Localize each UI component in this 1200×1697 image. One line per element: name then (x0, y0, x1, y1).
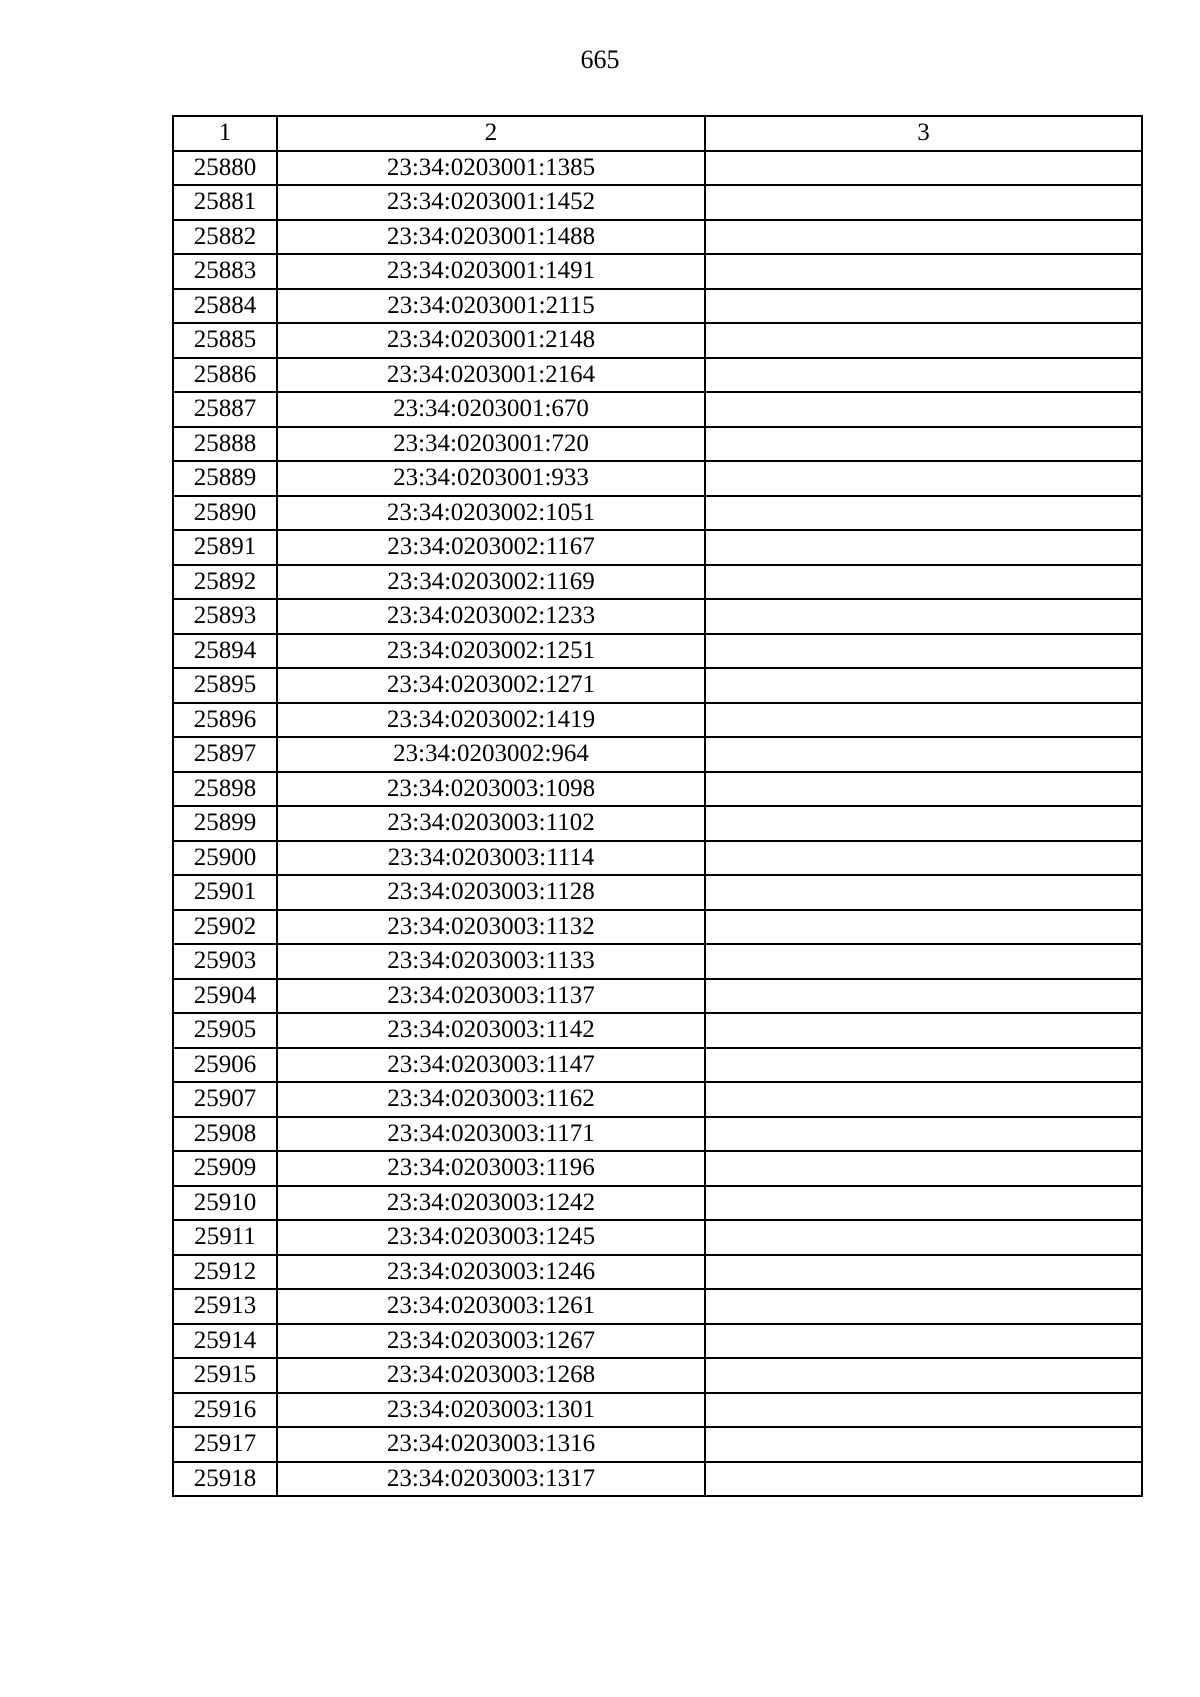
row-number-cell: 25912 (173, 1255, 277, 1290)
cadastral-number-cell: 23:34:0203003:1114 (277, 841, 705, 876)
note-cell (705, 254, 1142, 289)
column-header-2: 2 (277, 116, 705, 151)
note-cell (705, 910, 1142, 945)
cadastral-number-cell: 23:34:0203003:1147 (277, 1048, 705, 1083)
note-cell (705, 1324, 1142, 1359)
row-number-cell: 25913 (173, 1289, 277, 1324)
cadastral-number-cell: 23:34:0203003:1132 (277, 910, 705, 945)
cadastral-number-cell: 23:34:0203003:1133 (277, 944, 705, 979)
note-cell (705, 151, 1142, 186)
cadastral-number-cell: 23:34:0203002:1167 (277, 530, 705, 565)
row-number-cell: 25886 (173, 358, 277, 393)
table-row (173, 1462, 1142, 1497)
cadastral-number-cell: 23:34:0203003:1301 (277, 1393, 705, 1428)
row-number-cell: 25917 (173, 1427, 277, 1462)
note-cell (705, 1358, 1142, 1393)
row-number-cell: 25910 (173, 1186, 277, 1221)
row-number-cell: 25906 (173, 1048, 277, 1083)
row-number-cell: 25894 (173, 634, 277, 669)
row-number-cell: 25893 (173, 599, 277, 634)
note-cell (705, 1220, 1142, 1255)
table-row (173, 1393, 1142, 1428)
cadastral-number-cell: 23:34:0203003:1267 (277, 1324, 705, 1359)
table-row (173, 979, 1142, 1014)
cadastral-number-cell: 23:34:0203001:1452 (277, 185, 705, 220)
row-number-cell: 25897 (173, 737, 277, 772)
row-number-cell: 25881 (173, 185, 277, 220)
note-cell (705, 806, 1142, 841)
note-cell (705, 979, 1142, 1014)
row-number-cell: 25908 (173, 1117, 277, 1152)
row-number-cell: 25896 (173, 703, 277, 738)
row-number-cell: 25909 (173, 1151, 277, 1186)
note-cell (705, 944, 1142, 979)
column-header-1: 1 (173, 116, 277, 151)
cadastral-number-cell: 23:34:0203001:670 (277, 392, 705, 427)
table-row (173, 1220, 1142, 1255)
note-cell (705, 1151, 1142, 1186)
row-number-cell: 25889 (173, 461, 277, 496)
cadastral-number-cell: 23:34:0203001:2164 (277, 358, 705, 393)
row-number-cell: 25883 (173, 254, 277, 289)
row-number-cell: 25882 (173, 220, 277, 255)
note-cell (705, 1186, 1142, 1221)
cadastral-number-cell: 23:34:0203002:1271 (277, 668, 705, 703)
table-row (173, 668, 1142, 703)
note-cell (705, 496, 1142, 531)
table-row (173, 496, 1142, 531)
cadastral-number-cell: 23:34:0203003:1142 (277, 1013, 705, 1048)
table-row (173, 1082, 1142, 1117)
note-cell (705, 1289, 1142, 1324)
note-cell (705, 1393, 1142, 1428)
row-number-cell: 25890 (173, 496, 277, 531)
row-number-cell: 25915 (173, 1358, 277, 1393)
row-number-cell: 25914 (173, 1324, 277, 1359)
cadastral-number-cell: 23:34:0203003:1162 (277, 1082, 705, 1117)
row-number-cell: 25884 (173, 289, 277, 324)
row-number-cell: 25907 (173, 1082, 277, 1117)
cadastral-number-cell: 23:34:0203002:1419 (277, 703, 705, 738)
table-row (173, 1186, 1142, 1221)
table-row (173, 703, 1142, 738)
cadastral-number-cell: 23:34:0203001:1488 (277, 220, 705, 255)
cadastral-number-cell: 23:34:0203003:1317 (277, 1462, 705, 1497)
cadastral-number-cell: 23:34:0203001:2148 (277, 323, 705, 358)
row-number-cell: 25895 (173, 668, 277, 703)
note-cell (705, 1013, 1142, 1048)
cadastral-number-cell: 23:34:0203002:1169 (277, 565, 705, 600)
column-header-3: 3 (705, 116, 1142, 151)
note-cell (705, 358, 1142, 393)
cadastral-number-cell: 23:34:0203003:1171 (277, 1117, 705, 1152)
row-number-cell: 25892 (173, 565, 277, 600)
row-number-cell: 25911 (173, 1220, 277, 1255)
table-body (173, 151, 1142, 1497)
cadastral-number-cell: 23:34:0203002:964 (277, 737, 705, 772)
row-number-cell: 25880 (173, 151, 277, 186)
table-row (173, 565, 1142, 600)
table-row (173, 427, 1142, 462)
table-row (173, 737, 1142, 772)
note-cell (705, 220, 1142, 255)
table-row (173, 323, 1142, 358)
row-number-cell: 25916 (173, 1393, 277, 1428)
table-row (173, 1255, 1142, 1290)
table-row (173, 1324, 1142, 1359)
table-row (173, 254, 1142, 289)
note-cell (705, 323, 1142, 358)
note-cell (705, 668, 1142, 703)
note-cell (705, 772, 1142, 807)
data-table (172, 115, 1143, 1497)
cadastral-number-cell: 23:34:0203003:1316 (277, 1427, 705, 1462)
table-row (173, 1013, 1142, 1048)
cadastral-number-cell: 23:34:0203003:1128 (277, 875, 705, 910)
note-cell (705, 1462, 1142, 1497)
table-row (173, 1427, 1142, 1462)
note-cell (705, 461, 1142, 496)
row-number-cell: 25903 (173, 944, 277, 979)
note-cell (705, 289, 1142, 324)
table-row (173, 1289, 1142, 1324)
note-cell (705, 737, 1142, 772)
row-number-cell: 25902 (173, 910, 277, 945)
cadastral-number-cell: 23:34:0203003:1261 (277, 1289, 705, 1324)
table-row (173, 944, 1142, 979)
note-cell (705, 1427, 1142, 1462)
table-row (173, 634, 1142, 669)
table-row (173, 151, 1142, 186)
row-number-cell: 25898 (173, 772, 277, 807)
table-row (173, 875, 1142, 910)
note-cell (705, 1082, 1142, 1117)
cadastral-number-cell: 23:34:0203002:1233 (277, 599, 705, 634)
table-row (173, 185, 1142, 220)
table-row (173, 1048, 1142, 1083)
cadastral-number-cell: 23:34:0203003:1242 (277, 1186, 705, 1221)
row-number-cell: 25918 (173, 1462, 277, 1497)
note-cell (705, 634, 1142, 669)
note-cell (705, 1117, 1142, 1152)
row-number-cell: 25899 (173, 806, 277, 841)
note-cell (705, 185, 1142, 220)
table-row (173, 289, 1142, 324)
note-cell (705, 1048, 1142, 1083)
table-row (173, 772, 1142, 807)
row-number-cell: 25901 (173, 875, 277, 910)
row-number-cell: 25888 (173, 427, 277, 462)
note-cell (705, 1255, 1142, 1290)
cadastral-number-cell: 23:34:0203003:1137 (277, 979, 705, 1014)
note-cell (705, 703, 1142, 738)
cadastral-number-cell: 23:34:0203001:1385 (277, 151, 705, 186)
table-row (173, 1358, 1142, 1393)
table-row (173, 1151, 1142, 1186)
cadastral-number-cell: 23:34:0203003:1098 (277, 772, 705, 807)
note-cell (705, 841, 1142, 876)
cadastral-number-cell: 23:34:0203001:933 (277, 461, 705, 496)
cadastral-number-cell: 23:34:0203001:2115 (277, 289, 705, 324)
cadastral-number-cell: 23:34:0203002:1051 (277, 496, 705, 531)
note-cell (705, 530, 1142, 565)
table-row (173, 806, 1142, 841)
cadastral-number-cell: 23:34:0203001:720 (277, 427, 705, 462)
row-number-cell: 25900 (173, 841, 277, 876)
table-row (173, 841, 1142, 876)
cadastral-number-cell: 23:34:0203003:1245 (277, 1220, 705, 1255)
cadastral-number-cell: 23:34:0203002:1251 (277, 634, 705, 669)
table-row (173, 461, 1142, 496)
table-row (173, 358, 1142, 393)
table-header-row (173, 116, 1142, 151)
cadastral-number-cell: 23:34:0203003:1102 (277, 806, 705, 841)
table-row (173, 910, 1142, 945)
page-number: 665 (580, 45, 620, 74)
note-cell (705, 427, 1142, 462)
row-number-cell: 25885 (173, 323, 277, 358)
table-row (173, 599, 1142, 634)
cadastral-number-cell: 23:34:0203003:1246 (277, 1255, 705, 1290)
table-row (173, 220, 1142, 255)
note-cell (705, 565, 1142, 600)
table-row (173, 530, 1142, 565)
table-row (173, 1117, 1142, 1152)
note-cell (705, 875, 1142, 910)
note-cell (705, 599, 1142, 634)
row-number-cell: 25891 (173, 530, 277, 565)
cadastral-number-cell: 23:34:0203001:1491 (277, 254, 705, 289)
table-row (173, 392, 1142, 427)
cadastral-number-cell: 23:34:0203003:1196 (277, 1151, 705, 1186)
row-number-cell: 25887 (173, 392, 277, 427)
row-number-cell: 25904 (173, 979, 277, 1014)
cadastral-number-cell: 23:34:0203003:1268 (277, 1358, 705, 1393)
row-number-cell: 25905 (173, 1013, 277, 1048)
note-cell (705, 392, 1142, 427)
